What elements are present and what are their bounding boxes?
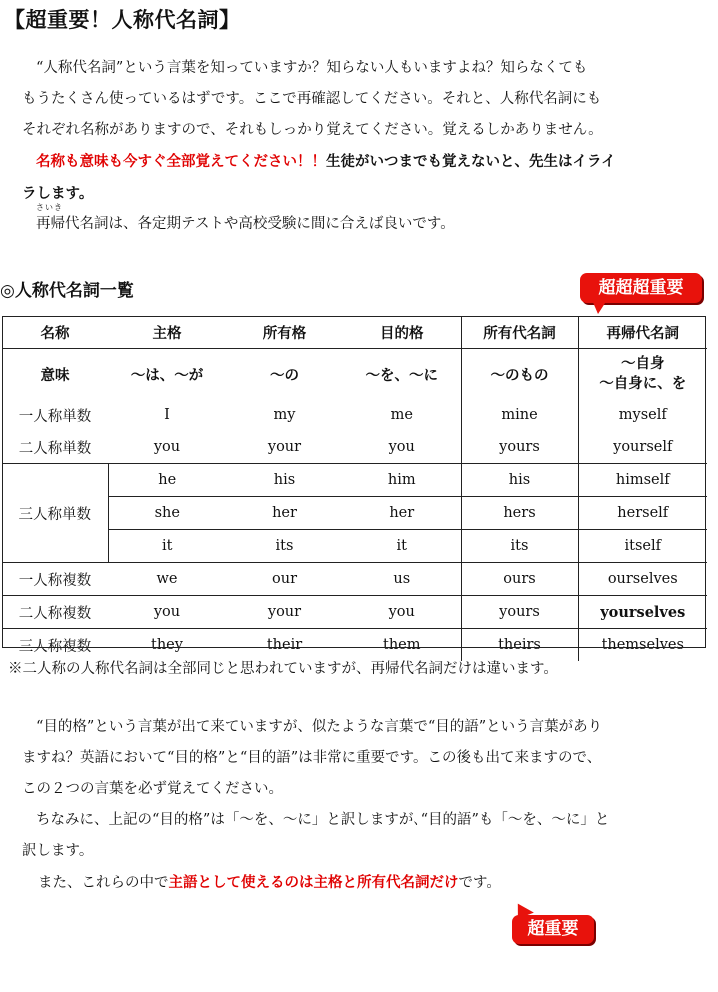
meaning-subjective: ～は、～が	[130, 366, 204, 384]
table-row: 二人称複数 you your you yours yourselves	[2, 596, 707, 629]
meaning-possessive-pronoun: ～のもの	[461, 349, 578, 400]
header-possessive: 所有格	[226, 316, 343, 349]
emphasis-red-text: 名称も意味も今すぐ全部覚えてください！！	[36, 153, 326, 170]
ruby-word: さいき 再帰	[36, 203, 65, 232]
header-reflexive: 再帰代名詞	[578, 316, 707, 349]
bottom-line-1: “目的格”という言葉が出て来ていますが、似たような言葉で“目的語”という言葉があり	[36, 719, 603, 735]
table-row: 三人称単数 he his him his himself	[2, 464, 707, 497]
bottom-line-4: ちなみに、上記の“目的格”は「～を、～に」と訳しますが､“目的語”も「～を、～に」と	[36, 812, 610, 828]
table-row: 一人称複数 we our us ours ourselves	[2, 563, 707, 596]
table-row: she her her hers herself	[2, 497, 707, 530]
table-header-row	[2, 316, 707, 349]
bottom-paragraph	[22, 712, 702, 899]
section-heading: ◎人称代名詞一覧	[0, 281, 134, 301]
bottom-line-2: ますね？英語において“目的格”と“目的語”は非常に重要です。この後も出て来ますので、	[22, 750, 602, 766]
emphasis-bold-text-2: ラします。	[22, 185, 94, 202]
emphasis-red-subject: 主語として使えるのは主格と所有代名詞だけ	[168, 874, 459, 891]
emphasis-bold-text: 生徒がいつまでも覚えないと、先生はイライ	[326, 153, 616, 170]
table-meaning-row	[2, 349, 707, 400]
header-possessive-pronoun: 所有代名詞	[461, 316, 578, 349]
table-row: 二人称単数 you your you yours yourself	[2, 431, 707, 464]
intro-line-3: それぞれ名称がありますので、それもしっかり覚えてください。覚えるしかありません。	[22, 122, 603, 138]
callout-tail-top	[592, 300, 607, 314]
meaning-objective: ～を、～に	[365, 366, 438, 384]
header-subjective: 主格	[108, 316, 226, 349]
intro-paragraph	[22, 53, 702, 240]
callout-super-important-top: 超超超重要	[580, 273, 702, 303]
header-objective: 目的格	[343, 316, 461, 349]
meaning-reflexive: ～自身 ～自身に、を	[599, 355, 687, 392]
bottom-line-5: 訳します。	[22, 843, 94, 859]
callout-super-important-bottom: 超重要	[512, 915, 594, 944]
page-title: 【超重要！人称代名詞】	[4, 8, 241, 32]
header-name: 名称	[2, 316, 108, 349]
table-row: it its it its itself	[2, 530, 707, 563]
intro-line-2: もうたくさん使っているはずです。ここで再確認してください。それと、人称代名詞にも	[22, 91, 602, 107]
intro-line-reflexive: さいき 再帰代名詞は、各定期テストや高校受験に間に合えば良いです。	[36, 203, 455, 232]
pronoun-table	[2, 316, 707, 661]
bottom-line-3: この２つの言葉を必ず覚えてください。	[22, 781, 283, 797]
table-row: 一人称単数 I my me mine myself	[2, 399, 707, 431]
table-note: ※二人称の人称代名詞は全部同じと思われていますが、再帰代名詞だけは違います。	[8, 661, 558, 677]
furigana: さいき	[36, 203, 63, 212]
table-row: 三人称複数 they their them theirs themselves	[2, 629, 707, 662]
meaning-label: 意味	[40, 366, 70, 384]
meaning-possessive: ～の	[270, 366, 299, 384]
intro-line-1: “人称代名詞”という言葉を知っていますか？知らない人もいますよね？知らなくても	[36, 60, 588, 76]
bottom-line-6: また、これらの中で主語として使えるのは主格と所有代名詞だけです。	[38, 874, 501, 891]
